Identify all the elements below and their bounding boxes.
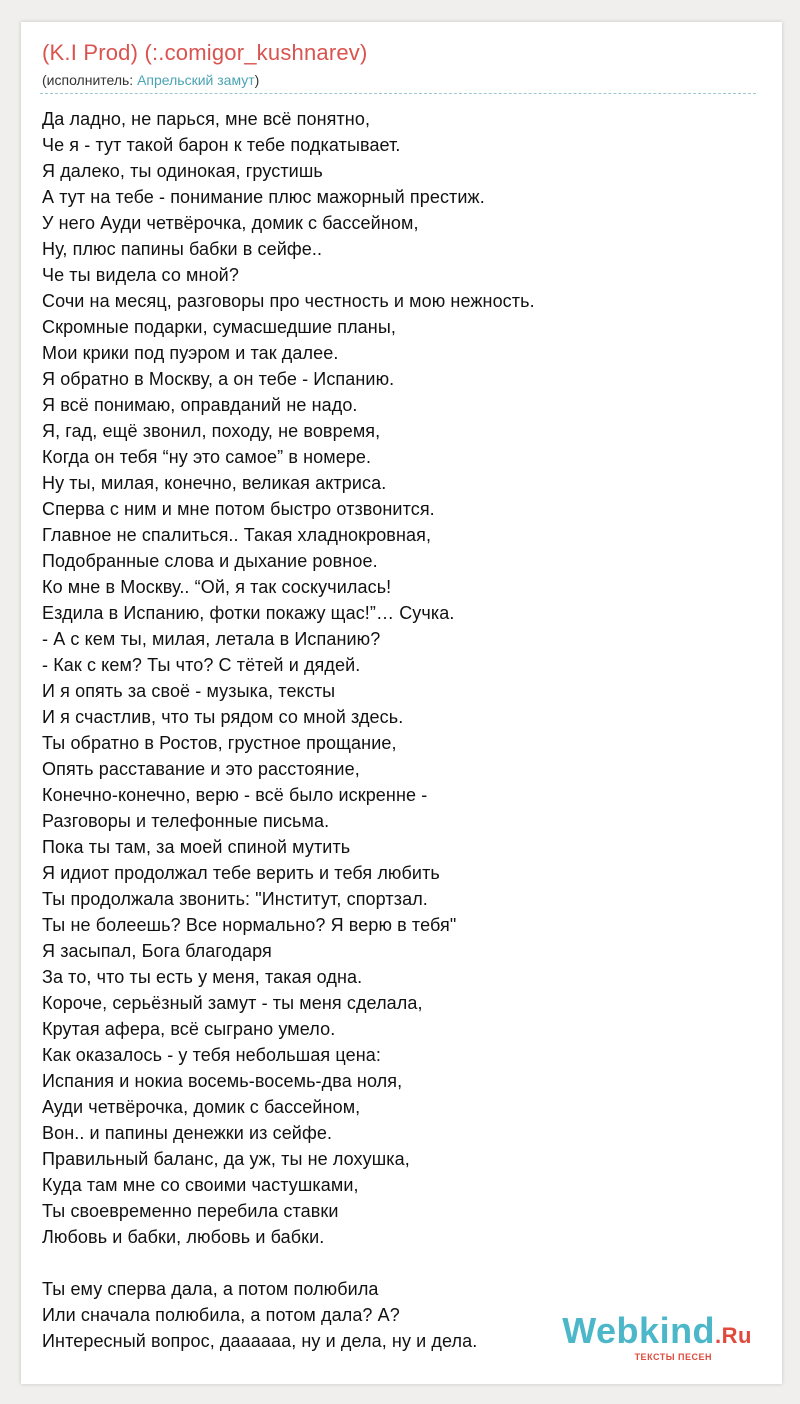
lyric-line: Правильный баланс, да уж, ты не лохушка,	[42, 1149, 410, 1169]
lyric-line: Или сначала полюбила, а потом дала? А?	[42, 1305, 400, 1325]
lyric-line: За то, что ты есть у меня, такая одна.	[42, 967, 363, 987]
lyric-line: Мои крики под пуэром и так далее.	[42, 343, 339, 363]
lyric-line: Я далеко, ты одинокая, грустишь	[42, 161, 323, 181]
lyric-line: Ездила в Испанию, фотки покажу щас!”… Сучка.	[42, 603, 455, 623]
lyric-line: Конечно-конечно, верю - всё было искренне -	[42, 785, 428, 805]
lyric-line: Пока ты там, за моей спиной мутить	[42, 837, 351, 857]
header-divider	[40, 93, 756, 94]
lyric-line: Ты ему сперва дала, а потом полюбила	[42, 1279, 379, 1299]
lyric-line: Я, гад, ещё звонил, походу, не вовремя,	[42, 421, 381, 441]
artist-prefix: (исполнитель:	[42, 72, 138, 88]
lyric-line: И я счастлив, что ты рядом со мной здесь.	[42, 707, 404, 727]
lyric-line: Испания и нокиа восемь-восемь-два ноля,	[42, 1071, 403, 1091]
lyric-line: Главное не спалиться.. Такая хладнокровная,	[42, 525, 432, 545]
lyric-line: Скромные подарки, сумасшедшие планы,	[42, 317, 396, 337]
lyric-line: А тут на тебе - понимание плюс мажорный престиж.	[42, 187, 485, 207]
lyric-line: Я идиот продолжал тебе верить и тебя любить	[42, 863, 440, 883]
lyric-line: Как оказалось - у тебя небольшая цена:	[42, 1045, 381, 1065]
lyric-line: - А с кем ты, милая, летала в Испанию?	[42, 629, 381, 649]
lyric-line: Короче, серьёзный замут - ты меня сделала,	[42, 993, 423, 1013]
lyric-line: Ну, плюс папины бабки в сейфе..	[42, 239, 323, 259]
artist-suffix: )	[254, 72, 260, 88]
lyric-line: Сперва с ним и мне потом быстро отзвонится.	[42, 499, 435, 519]
brand-wordmark	[562, 1310, 752, 1354]
lyric-line: Вон.. и папины денежки из сейфе.	[42, 1123, 333, 1143]
lyric-line: У него Ауди четвёрочка, домик с бассейном,	[42, 213, 419, 233]
lyric-line: Разговоры и телефонные письма.	[42, 811, 330, 831]
song-title: (K.I Prod) (:.comigor_kushnarev)	[42, 40, 368, 65]
brand-tld: .Ru	[715, 1323, 752, 1348]
webkind-logo[interactable]	[562, 1310, 752, 1362]
brand-tagline: ТЕКСТЫ ПЕСЕН	[634, 1352, 712, 1362]
lyrics-card	[21, 22, 782, 1384]
brand-name: Webkind	[562, 1310, 716, 1351]
lyric-line: Опять расставание и это расстояние,	[42, 759, 360, 779]
lyric-line: Ты не болеешь? Все нормально? Я верю в тебя"	[42, 915, 457, 935]
lyric-line: Крутая афера, всё сыграно умело.	[42, 1019, 336, 1039]
lyric-line: Ты своевременно перебила ставки	[42, 1201, 339, 1221]
lyric-line: Да ладно, не парься, мне всё понятно,	[42, 109, 371, 129]
lyric-line: - Как с кем? Ты что? С тётей и дядей.	[42, 655, 361, 675]
lyric-line: Куда там мне со своими частушками,	[42, 1175, 359, 1195]
lyric-line: Я засыпал, Бога благодаря	[42, 941, 272, 961]
artist-link[interactable]: Апрельский замут	[137, 72, 255, 88]
lyric-line: Ауди четвёрочка, домик с бассейном,	[42, 1097, 361, 1117]
lyric-line: Ты продолжала звонить: "Институт, спортзал.	[42, 889, 428, 909]
lyrics-stanza-1	[42, 106, 782, 1250]
lyric-line: Подобранные слова и дыхание ровное.	[42, 551, 378, 571]
lyric-line: Сочи на месяц, разговоры про честность и мою нежность.	[42, 291, 535, 311]
stanza-gap	[42, 1250, 782, 1276]
lyric-line: Че я - тут такой барон к тебе подкатывает.	[42, 135, 401, 155]
lyric-line: Че ты видела со мной?	[42, 265, 239, 285]
lyric-line: Ну ты, милая, конечно, великая актриса.	[42, 473, 387, 493]
lyrics-text	[42, 106, 782, 1354]
lyric-line: Интересный вопрос, даааааа, ну и дела, ну и дела.	[42, 1331, 478, 1351]
lyric-line: Ты обратно в Ростов, грустное прощание,	[42, 733, 397, 753]
lyric-line: Ко мне в Москву.. “Ой, я так соскучилась!	[42, 577, 392, 597]
lyric-line: Любовь и бабки, любовь и бабки.	[42, 1227, 325, 1247]
lyric-line: Я обратно в Москву, а он тебе - Испанию.	[42, 369, 395, 389]
lyric-line: И я опять за своё - музыка, тексты	[42, 681, 336, 701]
artist-line	[42, 71, 782, 89]
lyric-line: Я всё понимаю, оправданий не надо.	[42, 395, 358, 415]
lyric-line: Когда он тебя “ну это самое” в номере.	[42, 447, 372, 467]
